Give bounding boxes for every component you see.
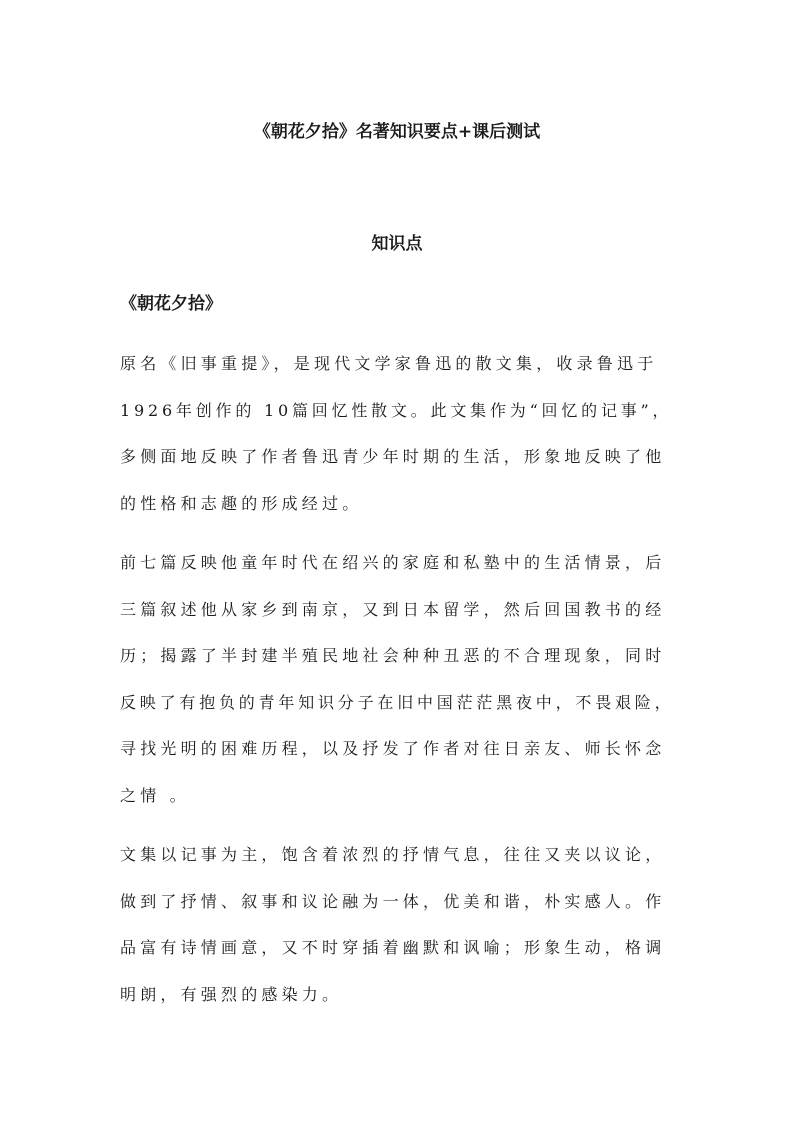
- text-line: 明朗，有强烈的感染力。: [120, 984, 343, 1004]
- document-title: 《朝花夕拾》名著知识要点+课后测试: [253, 122, 541, 142]
- text-line: 寻找光明的困难历程，以及抒发了作者对往日亲友、师长怀念: [120, 739, 666, 758]
- text-line: 文集以记事为主，饱含着浓烈的抒情气息，往往又夹以议论，: [120, 845, 666, 864]
- paragraph-content: [120, 540, 676, 819]
- text-line: 的性格和志趣的形成经过。: [120, 493, 363, 513]
- text-line: 反映了有抱负的青年知识分子在旧中国茫茫黑夜中，不畏艰险，: [120, 692, 675, 712]
- text-line: 原名《旧事重提》，是现代文学家鲁迅的散文集，收录鲁迅于: [120, 354, 658, 373]
- text-line: 前七篇反映他童年时代在绍兴的家庭和私塾中的生活情景，后: [120, 553, 666, 572]
- book-heading: 《朝花夕拾》: [120, 294, 222, 314]
- text-line: 之情 。: [120, 785, 190, 805]
- paragraph-style: [120, 832, 676, 1018]
- text-line: 历；揭露了半封建半殖民地社会种种丑恶的不合理现象，同时: [120, 646, 666, 665]
- text-line: 品富有诗情画意，又不时穿插着幽默和讽喻；形象生动，格调: [120, 938, 666, 957]
- text-line: 做到了抒情、叙事和议论融为一体，优美和谐，朴实感人。作: [120, 891, 666, 911]
- paragraph-intro: [120, 341, 676, 527]
- section-heading: 知识点: [371, 234, 423, 254]
- text-line: 多侧面地反映了作者鲁迅青少年时期的生活，形象地反映了他: [120, 447, 666, 466]
- text-line: 1926年创作的 10篇回忆性散文。此文集作为“回忆的记事”，: [120, 400, 673, 420]
- text-line: 三篇叙述他从家乡到南京，又到日本留学，然后回国教书的经: [120, 599, 666, 619]
